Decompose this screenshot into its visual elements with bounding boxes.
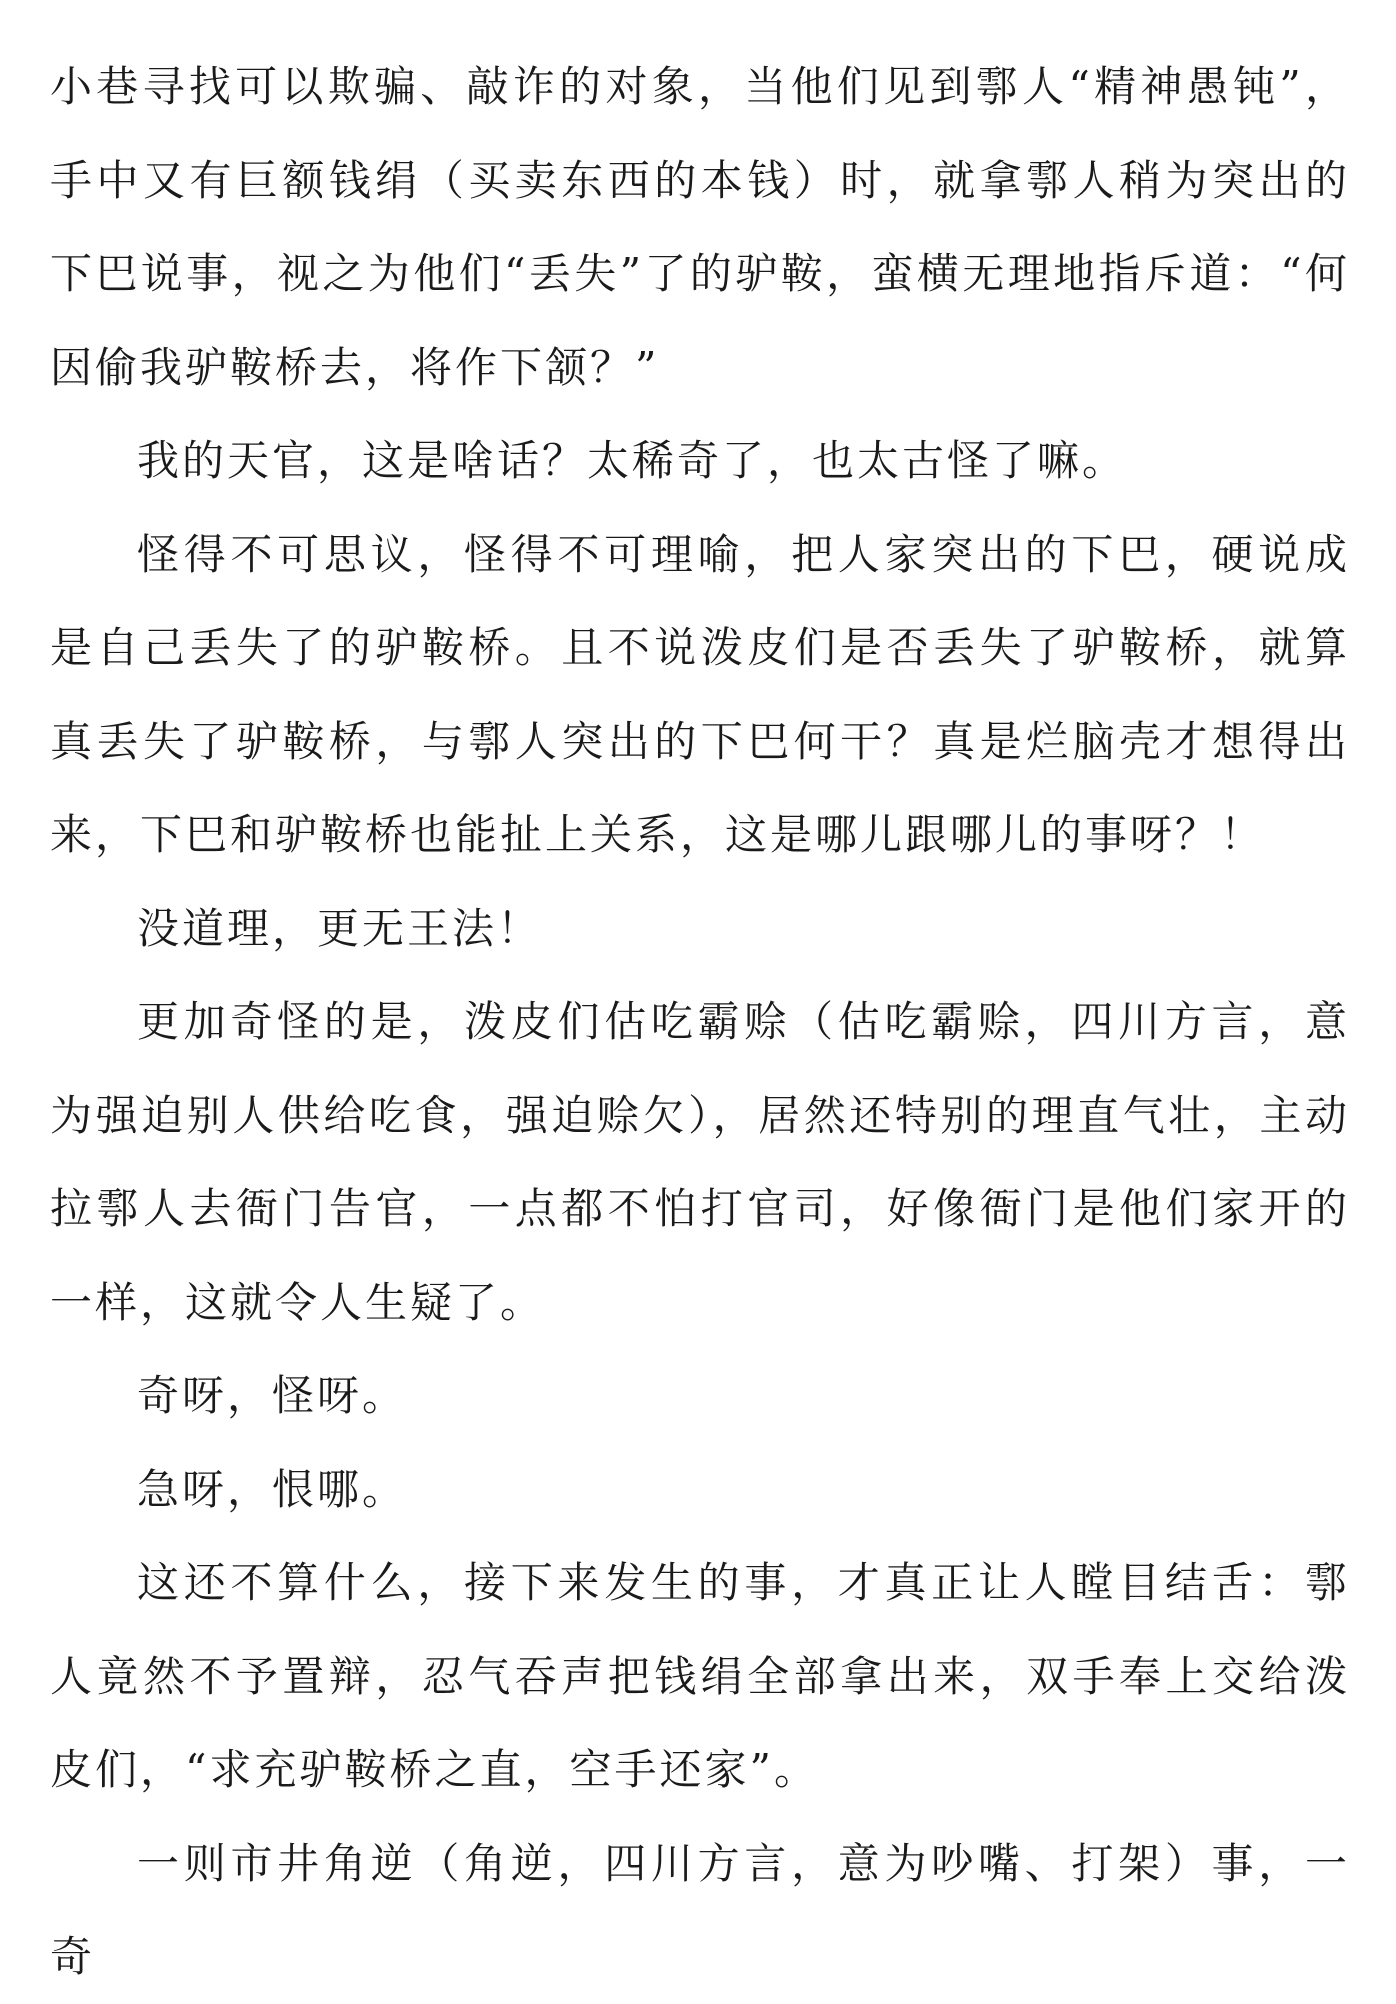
paragraph-9: 一则市井角逆（角逆，四川方言，意为吵嘴、打架）事，一奇 [50, 1838, 1350, 1981]
paragraph-6: 奇呀，怪呀。 [137, 1371, 408, 1420]
paragraph-1: 小巷寻找可以欺骗、敲诈的对象，当他们见到鄠人“精神愚钝”，手中又有巨额钱绢（买卖东西的本钱）时，就拿鄠人稍为突出的下巴说事，视之为他们“丢失”了的驴鞍，蛮横无理地指斥道：“何因偷我驴鞍桥去，将作下颔？” [50, 62, 1350, 392]
paragraph-7: 急呀，恨哪。 [137, 1464, 408, 1514]
paragraph-4: 没道理，更无王法！ [137, 903, 543, 953]
paragraph-5: 更加奇怪的是，泼皮们估吃霸赊（估吃霸赊，四川方言，意为强迫别人供给吃食，强迫赊欠），居然还特别的理直气壮，主动拉鄠人去衙门告官，一点都不怕打官司，好像衙门是他们家开的一样，这就令人生疑了。 [50, 997, 1350, 1327]
paragraph-8: 这还不算什么，接下来发生的事，才真正让人瞠目结舌：鄠人竟然不予置辩，忍气吞声把钱绢全部拿出来，双手奉上交给泼皮们，“求充驴鞍桥之直，空手还家”。 [50, 1558, 1350, 1794]
paragraph-2: 我的天官，这是啥话？太稀奇了，也太古怪了嘛。 [137, 436, 1128, 485]
document-page [50, 40, 1350, 2004]
paragraph-3: 怪得不可思议，怪得不可理喻，把人家突出的下巴，硬说成是自己丢失了的驴鞍桥。且不说泼皮们是否丢失了驴鞍桥，就算真丢失了驴鞍桥，与鄠人突出的下巴何干？真是烂脑壳才想得出来，下巴和驴鞍桥也能扯上关系，这是哪儿跟哪儿的事呀？！ [50, 529, 1350, 859]
